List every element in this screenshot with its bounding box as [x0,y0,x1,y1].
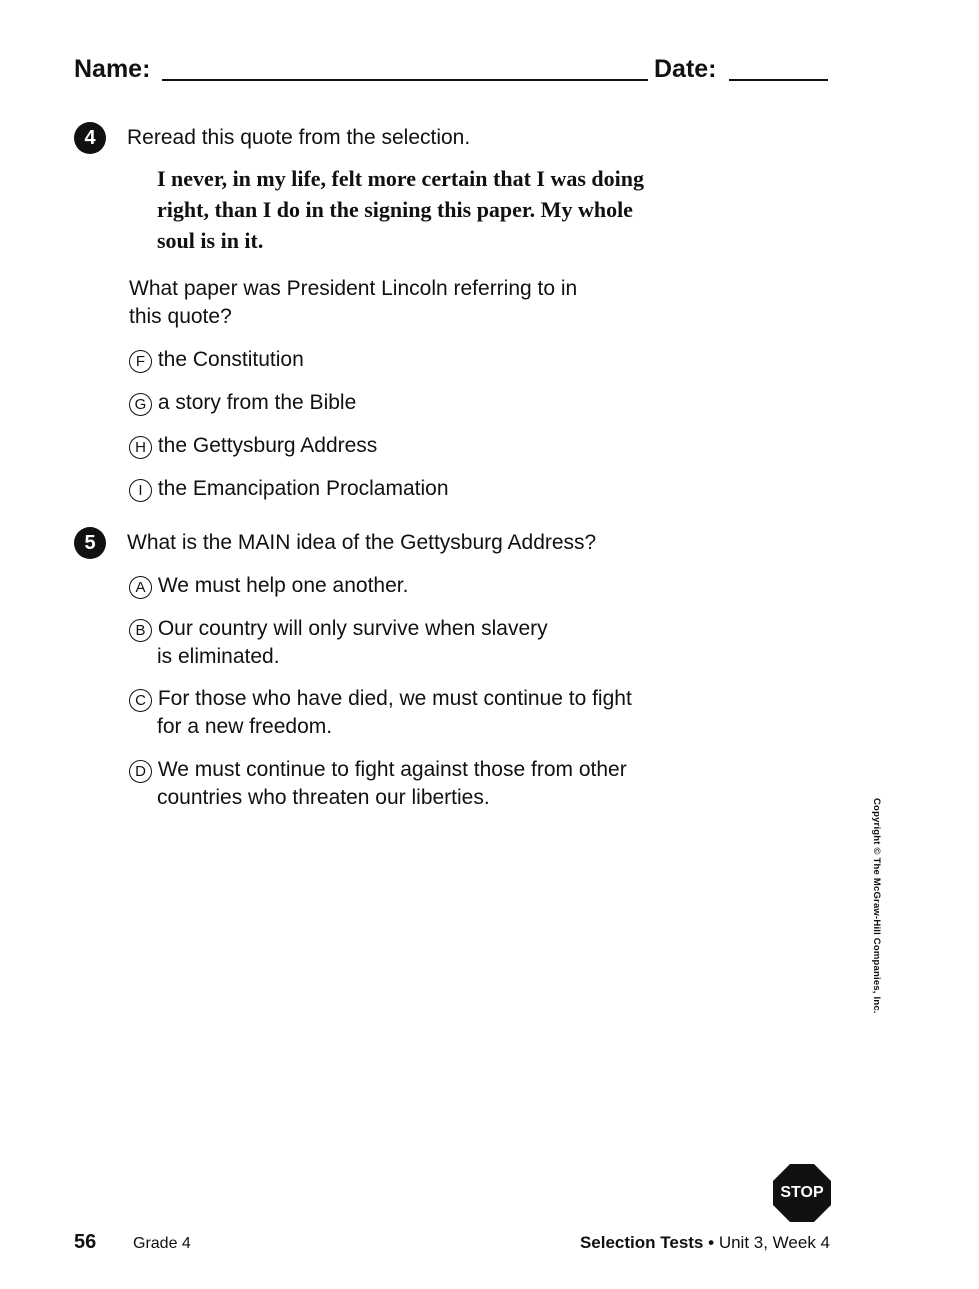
choice-text-continued: for a new freedom. [157,715,333,738]
unit-week: Unit 3, Week 4 [718,1233,830,1252]
question-line: What paper was President Lincoln referring to in [129,277,578,300]
page-number: 56 [74,1231,97,1253]
answer-bubble-d[interactable]: D [129,760,152,783]
answer-bubble-f[interactable]: F [129,350,152,373]
choice-a[interactable] [129,572,408,600]
choice-f[interactable] [129,346,304,374]
choice-text: the Gettysburg Address [157,434,378,457]
answer-bubble-a[interactable]: A [129,576,152,599]
question-number-4: 4 [74,122,106,154]
choice-c[interactable] [129,685,632,741]
name-line[interactable] [162,79,648,81]
choice-text: We must continue to fight against those from other [157,758,627,781]
choice-i[interactable] [129,475,449,503]
choice-g[interactable] [129,389,356,417]
question-5-prompt: What is the MAIN idea of the Gettysburg Address? [127,531,597,554]
choice-text: a story from the Bible [157,391,357,414]
answer-bubble-g[interactable]: G [129,393,152,416]
choice-h[interactable] [129,432,377,460]
answer-bubble-h[interactable]: H [129,436,152,459]
choice-text: Our country will only survive when slavery [157,617,548,640]
choice-text: the Constitution [157,348,304,371]
choice-d[interactable] [129,756,627,812]
answer-bubble-i[interactable]: I [129,479,152,502]
series-title: Selection Tests [579,1233,704,1252]
date-label: Date: [654,55,717,83]
choice-text-continued: is eliminated. [157,645,280,668]
question-4-prompt: Reread this quote from the selection. [127,126,471,149]
question-number-5: 5 [74,527,106,559]
quote-line: right, than I do in the signing this paper. My whole [157,197,633,222]
choice-text: We must help one another. [157,574,409,597]
name-label: Name: [74,55,151,83]
choice-b[interactable] [129,615,548,671]
question-4-text [129,275,577,331]
footer-series [580,1233,830,1253]
quote-line: soul is in it. [157,228,264,253]
stop-label: STOP [780,1184,824,1201]
stop-sign-icon [773,1164,831,1222]
answer-bubble-c[interactable]: C [129,689,152,712]
choice-text: the Emancipation Proclamation [157,477,449,500]
lincoln-quote [157,163,644,256]
date-line[interactable] [729,79,828,81]
quote-line: I never, in my life, felt more certain that I was doing [157,166,644,191]
answer-bubble-b[interactable]: B [129,619,152,642]
choice-text: For those who have died, we must continue to fight [157,687,632,710]
copyright-notice: Copyright © The McGraw-Hill Companies, Inc. [871,798,882,1014]
grade-label: Grade 4 [133,1235,191,1252]
footer-bullet: • [708,1233,715,1252]
question-line: this quote? [129,305,232,328]
choice-text-continued: countries who threaten our liberties. [157,786,490,809]
